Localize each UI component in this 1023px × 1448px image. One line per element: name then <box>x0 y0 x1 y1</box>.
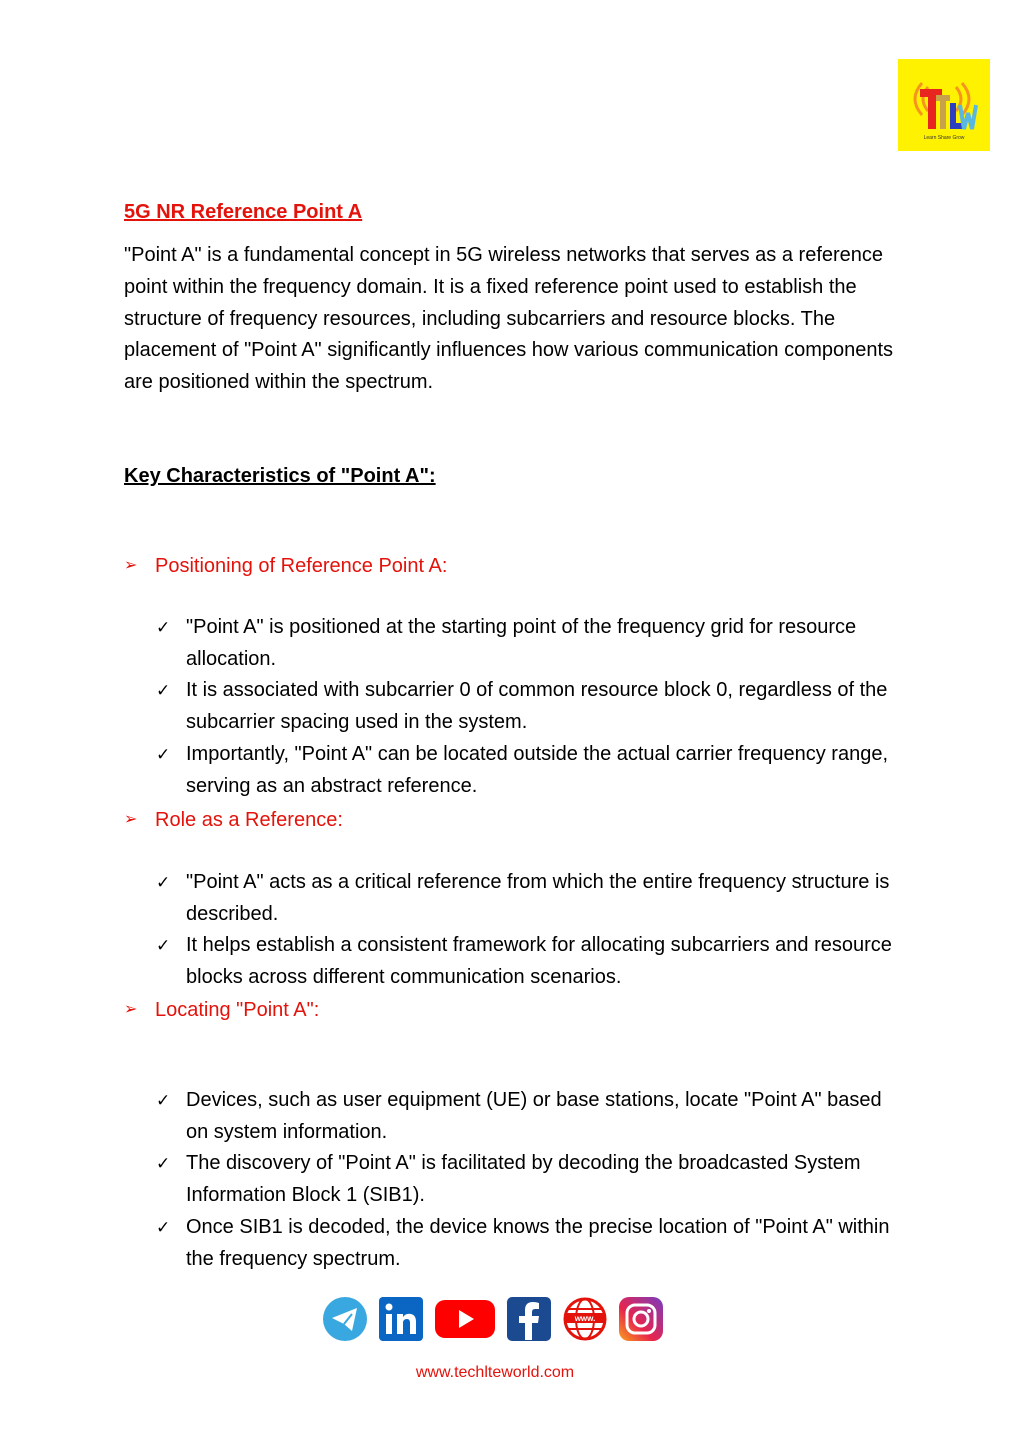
section-title: Positioning of Reference Point A: <box>155 555 448 577</box>
section-title: Locating "Point A": <box>155 999 320 1021</box>
list-item: ✓ Devices, such as user equipment (UE) or base stations, locate "Point A" based on system information. <box>156 1085 924 1148</box>
youtube-icon[interactable] <box>434 1296 496 1342</box>
checkmark-icon: ✓ <box>156 681 171 701</box>
list-item: ✓ It is associated with subcarrier 0 of common resource block 0, regardless of the subcarrier spacing used in the system. <box>156 675 924 738</box>
linkedin-icon[interactable] <box>378 1296 424 1342</box>
footer-website-link[interactable]: www.techlteworld.com <box>415 1364 575 1381</box>
page-title: 5G NR Reference Point A <box>124 201 363 223</box>
arrow-bullet-icon: ➢ <box>124 811 138 828</box>
section-title: Role as a Reference: <box>155 809 343 831</box>
telegram-icon[interactable] <box>322 1296 368 1342</box>
svg-text:www.: www. <box>574 1314 596 1323</box>
arrow-bullet-icon: ➢ <box>124 557 138 574</box>
list-item: ✓ "Point A" acts as a critical reference from which the entire frequency structure is described. <box>156 867 924 930</box>
svg-text:Learn Share Grow: Learn Share Grow <box>923 135 965 141</box>
section-role <box>124 804 924 994</box>
list-item: ✓ It helps establish a consistent framework for allocating subcarriers and resource blocks across different communication scenarios. <box>156 930 924 993</box>
section-locating <box>124 994 924 1275</box>
checkmark-icon: ✓ <box>156 1154 171 1174</box>
tlw-logo-icon <box>898 59 990 151</box>
checkmark-icon: ✓ <box>156 744 171 764</box>
intro-paragraph: "Point A" is a fundamental concept in 5G wireless networks that serves as a reference point within the frequency domain. It is a fixed reference point used to establish the structure of frequency resources, including subcarriers and resource blocks. The placement of "Point A" significantly influences how various communication components are positioned within the spectrum. <box>124 244 894 394</box>
list-item: ✓ Importantly, "Point A" can be located outside the actual carrier frequency range, serving as an abstract reference. <box>156 739 924 802</box>
facebook-icon[interactable] <box>506 1296 552 1342</box>
checkmark-icon: ✓ <box>156 936 171 956</box>
instagram-icon[interactable] <box>618 1296 664 1342</box>
checkmark-icon: ✓ <box>156 1217 171 1237</box>
arrow-bullet-icon: ➢ <box>124 1001 138 1018</box>
section-positioning <box>124 550 924 802</box>
list-item: ✓ Once SIB1 is decoded, the device knows the precise location of "Point A" within the frequency spectrum. <box>156 1212 924 1275</box>
checkmark-icon: ✓ <box>156 618 171 637</box>
list-item: ✓ The discovery of "Point A" is facilitated by decoding the broadcasted System Information Block 1 (SIB1). <box>156 1148 924 1211</box>
list-item: ✓ "Point A" is positioned at the starting point of the frequency grid for resource allocation. <box>156 612 924 675</box>
key-characteristics-heading: Key Characteristics of "Point A": <box>124 465 436 487</box>
social-links <box>322 1296 664 1342</box>
website-icon[interactable] <box>562 1296 608 1342</box>
checkmark-icon: ✓ <box>156 873 171 892</box>
checkmark-icon: ✓ <box>156 1091 171 1110</box>
